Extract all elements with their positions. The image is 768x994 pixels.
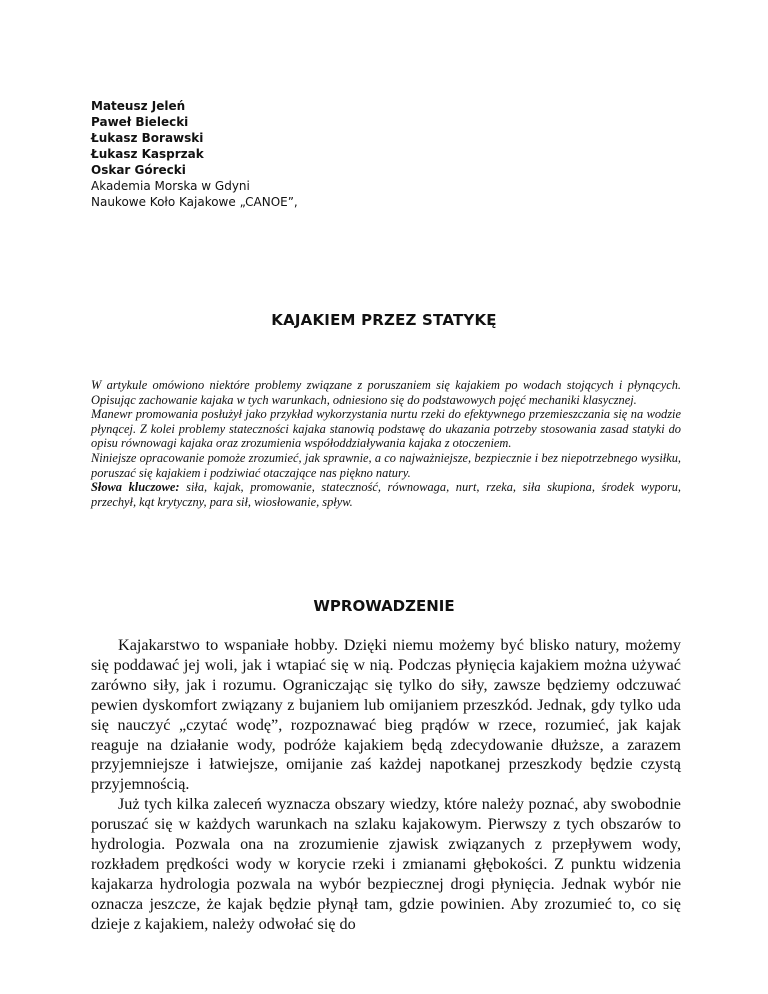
- body-text: [91, 636, 681, 935]
- keywords-list: siła, kajak, promowanie, stateczność, równowaga, nurt, rzeka, siła skupiona, środek wyporu, przechył, kąt krytyczny, para sił, wiosłowanie, spływ.: [91, 480, 681, 509]
- author-name: Mateusz Jeleń: [91, 99, 186, 113]
- author-name: Łukasz Borawski: [91, 131, 204, 145]
- body-paragraph: Kajakarstwo to wspaniałe hobby. Dzięki niemu możemy być blisko natury, możemy się poddawać jej woli, jak i wtapiać się w nią. Podczas płynięcia kajakiem można używać zarówno siły, jak i rozumu. Ograniczając się tylko do siły, zawsze będziemy odczuwać pewien dyskomfort związany z bujaniem lub omijaniem przeszkód. Jednak, gdy tylko uda się nauczyć „czytać wodę”, rozpoznawać bieg prądów w rzece, rozumieć, jak kajak reaguje na działanie wody, podróże kajakiem będą zdecydowanie dłuższe, a zarazem przyjemniejsze i łatwiejsze, omijanie zaś każdej napotkanej przeszkody będzie czystą przyjemnością.: [91, 636, 681, 794]
- affiliation-line: Naukowe Koło Kajakowe „CANOE”,: [91, 195, 298, 209]
- abstract-paragraph: W artykule omówiono niektóre problemy związane z poruszaniem się kajakiem po wodach stojących i płynących. Opisując zachowanie kajaka w tych warunkach, odniesiono się do podstawowych pojęć mechaniki klasycznej.: [91, 378, 681, 407]
- keywords-label: Słowa kluczowe:: [91, 480, 180, 495]
- author-name: Paweł Bielecki: [91, 115, 189, 129]
- abstract-paragraph: Manewr promowania posłużył jako przykład wykorzystania nurtu rzeki do efektywnego przemieszczania się na wodzie płynącej. Z kolei problemy stateczności kajaka stanowią podstawę do ukazania potrzeby stosowania zasad statyki do opisu równowagi kajaka oraz zrozumienia współoddziaływania kajaka z otoczeniem.: [91, 407, 681, 451]
- abstract: [91, 378, 681, 509]
- section-heading: WPROWADZENIE: [313, 597, 455, 615]
- keywords: [91, 480, 681, 509]
- author-name: Oskar Górecki: [91, 163, 186, 177]
- affiliation-line: Akademia Morska w Gdyni: [91, 179, 250, 193]
- author-block: [91, 98, 298, 210]
- paper-title: KAJAKIEM PRZEZ STATYKĘ: [271, 311, 497, 329]
- author-name: Łukasz Kasprzak: [91, 147, 204, 161]
- abstract-paragraph: Niniejsze opracowanie pomoże zrozumieć, jak sprawnie, a co najważniejsze, bezpiecznie i bez niepotrzebnego wysiłku, poruszać się kajakiem i podziwiać otaczające nas piękno natury.: [91, 450, 681, 480]
- body-paragraph: Już tych kilka zaleceń wyznacza obszary wiedzy, które należy poznać, aby swobodnie poruszać się w każdych warunkach na szlaku kajakowym. Pierwszy z tych obszarów to hydrologia. Pozwala ona na zrozumienie zjawisk związanych z przepływem wody, rozkładem prędkości wody w korycie rzeki i zmianami głębokości. Z punktu widzenia kajakarza hydrologia pozwala na wybór bezpiecznej drogi płynięcia. Jednak wybór nie oznacza jeszcze, że kajak będzie płynął tam, gdzie powinien. Aby zrozumieć to, co się dzieje z kajakiem, należy odwołać się do: [91, 795, 681, 933]
